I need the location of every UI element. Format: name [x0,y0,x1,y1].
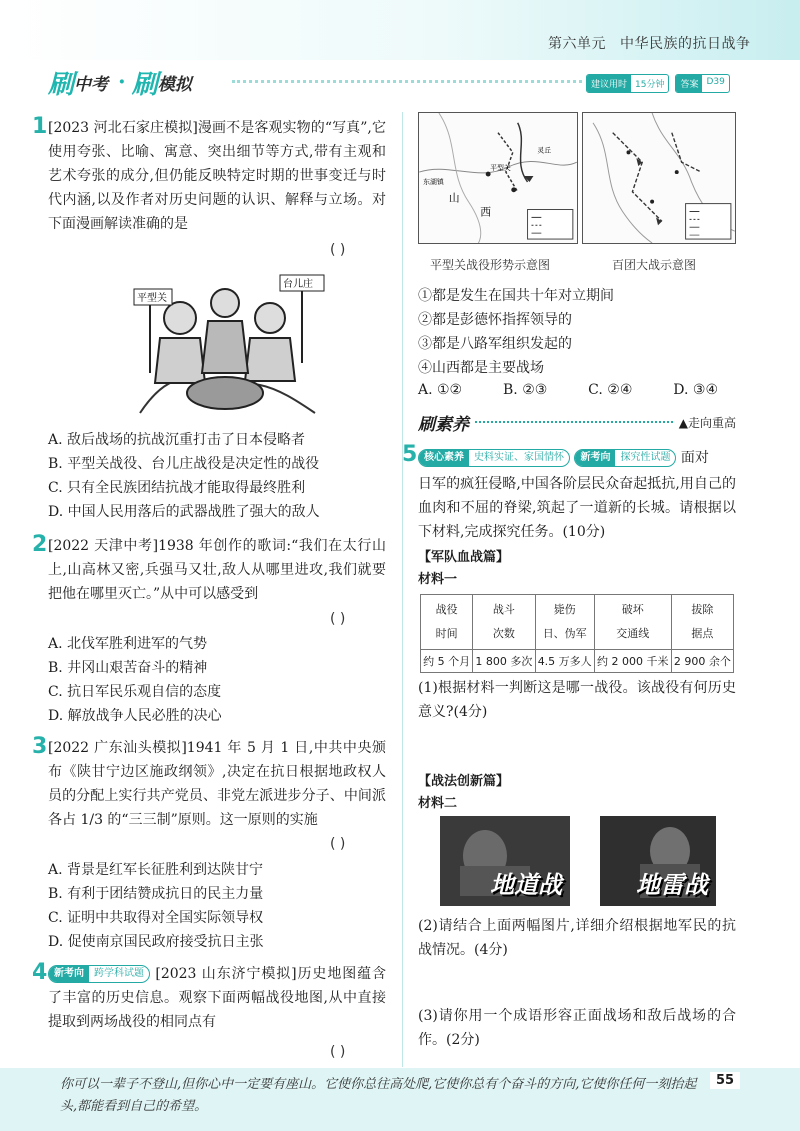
q2-text: [2022 天津中考]1938 年创作的歌词:“我们在太行山上,山高林又密,兵强马又壮,敌人从哪里进攻,我们就要把他在哪里灭亡。”从中可以感受到 [48,538,386,602]
th-5: 拔除 据点 [671,595,733,650]
time-info [586,74,730,93]
footer-quote: 你可以一辈子不登山,但你心中一定要有座山。它使你总往高处爬,它使你总有个奋斗的方向,它使你任何一刻抬起头,都能看到自己的希望。 [60,1077,697,1114]
table-cell: 2 900 余个 [671,650,733,673]
banner-dot: · [118,69,126,95]
battle-table [420,594,734,673]
go-higher: ▲走向重高 [678,415,736,430]
q3-option-d: D. 促使南京国民政府接受抗日主张 [48,934,264,950]
q3-option-a: A. 背景是红军长征胜利到达陕甘宁 [48,862,264,878]
q5-tag-new: 新考向 探究性试题 [574,449,676,467]
q1-stem [48,116,386,236]
map1-label-pingxingguan: 平型关 [490,164,511,173]
q4-text-wrap [48,962,386,1034]
th-1: 战役 时间 [421,595,473,650]
photo-dileizhan [600,816,716,906]
map1-label-shan: 山 [448,191,460,205]
q4-choices [418,378,718,402]
q5-intro [418,472,736,544]
q3-number: 3 [32,734,48,759]
q5-intro-tail: 面对 [680,450,709,466]
answer-pill: 答案 D39 [675,74,729,93]
table-cell: 1 800 多次 [473,650,535,673]
table-cell: 约 2 000 千米 [594,650,671,673]
th-2: 战斗 次数 [473,595,535,650]
q4-stem [48,962,386,1034]
photo2-title: 地雷战 [636,871,708,899]
q5-sub1-text: (1)根据材料一判断这是哪一战役。该战役有何历史意义?(4分) [418,680,736,720]
q1-option-b: B. 平型关战役、台儿庄战役是决定性的战役 [48,456,320,472]
q4-text: [2023 山东济宁模拟]历史地图蕴含了丰富的历史信息。观察下面两幅战役地图,从中直接提取到两场战役的相同点有 [48,966,386,1030]
time-pill: 建议用时 15分钟 [586,74,669,93]
unit-number: 第六单元 [548,36,606,52]
q4-statement-4: ④山西都是主要战场 [418,360,544,376]
q4-choice-b: B. ②③ [503,382,548,398]
unit-title [548,33,751,53]
q1-option-d: D. 中国人民用落后的武器战胜了强大的敌人 [48,504,320,520]
q5-part2-title: 【战法创新篇】 [418,774,510,789]
q4-statements [418,284,736,380]
q5-part1-title: 【军队血战篇】 [418,550,510,565]
q2-number: 2 [32,532,48,557]
q5-intro-text: 日军的疯狂侵略,中国各阶层民众奋起抵抗,用自己的血肉和不屈的脊梁,筑起了一道新的长城。请根据以下材料,完成探究任务。(10分) [418,476,736,540]
unit-name: 中华民族的抗日战争 [620,36,751,52]
q4-number: 4 [32,960,48,985]
section-title: 刷素养 [418,414,469,435]
map1-label-lingqiu: 灵丘 [537,146,552,155]
q3-option-b: B. 有利于团结赞成抗日的民主力量 [48,886,264,902]
column-divider [402,112,403,1067]
q3-stem [48,736,386,832]
q5-material2: 材料二 [418,796,458,811]
q4-statement-2: ②都是彭德怀指挥领导的 [418,312,572,328]
section-banner [48,62,196,102]
q2-option-a: A. 北伐军胜利进军的气势 [48,636,208,652]
q5-sub2 [418,914,736,962]
q4-statement-3: ③都是八路军组织发起的 [418,336,572,352]
q3-option-c: C. 证明中共取得对全国实际领导权 [48,910,264,926]
q1-text: [2023 河北石家庄模拟]漫画不是客观实物的“写真”,它使用夸张、比喻、寓意、突出细节等方式,带有主观和艺术夸张的成分,但仍能反映特定时期的世事变迁与时代内涵,以及作者对历史问题的认识、解释与立场。对下面漫画解读准确的是 [48,120,386,232]
q5-sub3 [418,1004,736,1052]
banner-shua-2: 刷 [131,69,158,100]
q1-options [48,428,386,524]
q1-paren: ( ) [330,242,346,258]
q1-option-c: C. 只有全民族团结抗战才能取得最终胜利 [48,480,306,496]
cartoon-label-pingxingguan: 平型关 [137,293,167,304]
map1-caption: 平型关战役形势示意图 [430,258,551,272]
map1-label-xi: 西 [480,205,492,219]
q5-sub2-text: (2)请结合上面两幅图片,详细介绍根据地军民的抗战情况。(4分) [418,918,736,958]
map2-caption: 百团大战示意图 [612,258,697,272]
q3-text: [2022 广东汕头模拟]1941 年 5 月 1 日,中共中央颁布《陕甘宁边区施政纲领》,决定在抗日根据地政权人员的分配上实行共产党员、非党左派进步分子、中间派各占 1/3 的“三三制”原则。这一原则的实施 [48,740,386,828]
q4-choice-a: A. ①② [418,382,463,398]
section-divider [475,421,673,423]
q5-sub3-text: (3)请你用一个成语形容正面战场和敌后战场的合作。(2分) [418,1008,736,1048]
q4-paren: ( ) [330,1044,346,1060]
q5-tag-core: 核心素养 史料实证、家国情怀 [418,449,570,467]
q1-option-a: A. 敌后战场的抗战沉重打击了日本侵略者 [48,432,306,448]
section-heading [418,408,736,436]
table-cell: 约 5 个月 [421,650,473,673]
page-number: 55 [710,1072,740,1089]
map-baituan [582,112,736,244]
q4-tag: 新考向 跨学科试题 [48,965,150,983]
q4-choice-c: C. ②④ [588,382,633,398]
q2-option-c: C. 抗日军民乐观自信的态度 [48,684,222,700]
q2-options [48,632,386,728]
photo-didaozhan [440,816,570,906]
th-4: 破坏 交通线 [594,595,671,650]
q5-tags-line [418,446,736,470]
q2-option-b: B. 井冈山艰苦奋斗的精神 [48,660,208,676]
map-pingxingguan [418,112,578,244]
q5-sub1 [418,676,736,724]
q5-number: 5 [402,442,418,467]
banner-zhongkao: 中考 [74,74,109,95]
cartoon-image [120,263,330,423]
banner-shua-1: 刷 [48,69,75,100]
map1-label-donghuzhen: 东湖镇 [423,177,444,186]
q2-stem [48,534,386,606]
footer [0,1068,800,1131]
cartoon-label-taierzhuang: 台儿庄 [283,279,313,290]
q3-options [48,858,386,954]
banner-divider [232,80,582,83]
q4-statement-1: ①都是发生在国共十年对立期间 [418,288,614,304]
q1-number: 1 [32,114,48,139]
q3-paren: ( ) [330,836,346,852]
table-cell: 4.5 万多人 [535,650,594,673]
q2-paren: ( ) [330,611,346,627]
th-3: 毙伤 日、伪军 [535,595,594,650]
banner-moni: 模拟 [157,74,192,95]
q4-choice-d: D. ③④ [673,382,718,398]
photo1-title: 地道战 [490,871,562,899]
q2-option-d: D. 解放战争人民必胜的决心 [48,708,222,724]
q5-material1: 材料一 [418,572,458,587]
